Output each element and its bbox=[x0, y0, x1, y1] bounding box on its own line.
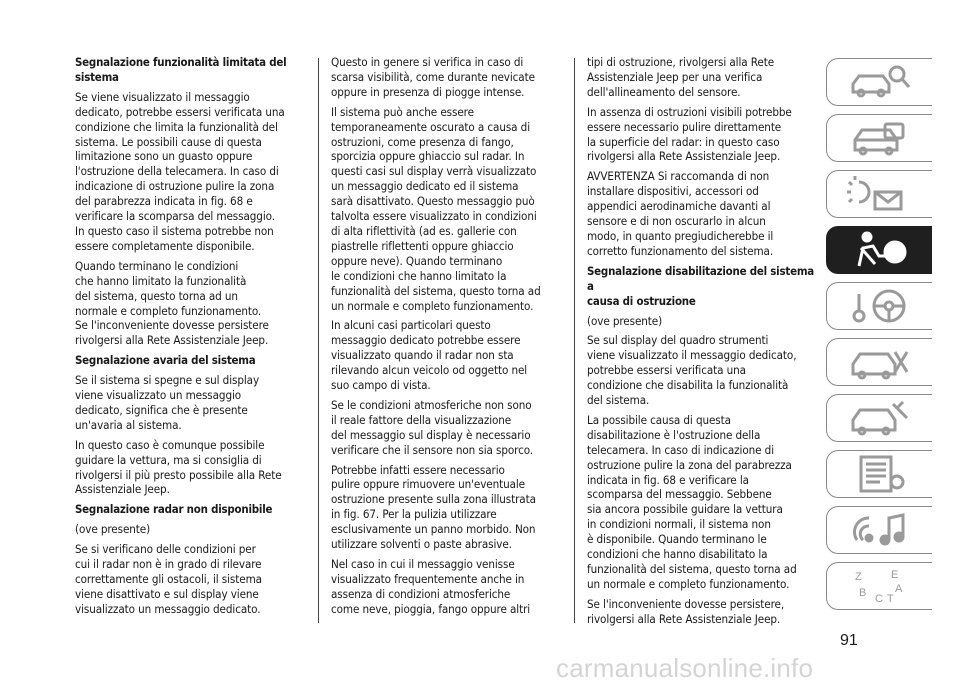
tab-warning-lights[interactable] bbox=[826, 170, 932, 218]
tab-technical-data[interactable] bbox=[826, 450, 932, 498]
column-divider bbox=[574, 58, 575, 623]
watermark-text: carmanualsonline.info bbox=[556, 653, 814, 683]
paragraph: In assenza di ostruzioni visibili potrebbe essere necessario pulire direttamente la superficie del radar: in questo caso rivolgersi alla Rete Assistenziale Jeep. bbox=[587, 104, 792, 164]
maintenance-icon bbox=[845, 398, 915, 438]
multimedia-icon bbox=[845, 510, 915, 550]
car-search-icon bbox=[845, 62, 915, 102]
text-column-3 bbox=[587, 55, 815, 632]
paragraph: La possibile causa di questa disabilitazione è l'ostruzione della telecamera. In caso di indicazione di ostruzione pulire la zona del parabrezza indicata in fig. 68 e verificare la scomparsa del messaggio. Sebbene sia ancora possibile guidare la vettura in condizioni normali, il sistema non è disponibile. Quando terminano le condizioni che hanno disabilitato la funzionalità del sistema, questo torna ad un normale e completo funzionamento. bbox=[587, 412, 797, 591]
index-letter: E bbox=[890, 569, 898, 581]
heading-radar-unavailable: Segnalazione radar non disponibile bbox=[75, 502, 273, 517]
tab-emergency[interactable] bbox=[826, 338, 932, 386]
steering-wheel-icon bbox=[845, 286, 915, 326]
tab-dashboard[interactable] bbox=[826, 114, 932, 162]
index-letter: B bbox=[858, 587, 866, 599]
index-letter: T bbox=[886, 593, 894, 605]
tab-knowing-vehicle[interactable] bbox=[826, 58, 932, 106]
paragraph: Questo in genere si verifica in caso di scarsa visibilità, come durante nevicate oppure in presenza di piogge intense. bbox=[331, 55, 535, 99]
heading-obstruction-disable: Segnalazione disabilitazione del sistema a causa di ostruzione bbox=[587, 263, 815, 308]
paragraph: Il sistema può anche essere temporaneamente oscurato a causa di ostruzioni, come presenza di fango, sporcizia oppure ghiaccio sul radar. In questi casi sul display verrà visualizzato un messaggio dedicato ed il sistema sarà disattivato. Questo messaggio può talvolta essere visualizzato in condizioni di alta riflettività (ad es. gallerie con piastrelle riflettenti oppure ghiaccio oppure neve). Quando terminano le condizioni che hanno limitato la funzionalità del sistema, questo torna ad un normale e completo funzionamento. bbox=[331, 104, 541, 313]
tab-index[interactable] bbox=[826, 562, 932, 610]
paragraph: (ove presente) bbox=[587, 313, 663, 328]
paragraph: Nel caso in cui il messaggio venisse visualizzato frequentemente anche in assenza di condizioni atmosferiche come neve, pioggia, fango oppure altri bbox=[331, 557, 531, 616]
warning-paragraph: AVVERTENZA Si raccomanda di non installare dispositivi, accessori od appendici aerodinamiche davanti al sensore e di non oscurarlo in alcun modo, in quanto pregiudicherebbe il corretto funzionamento del sistema. bbox=[587, 169, 774, 258]
index-letter: Z bbox=[854, 571, 862, 583]
heading-limited-function: Segnalazione funzionalità limitata del sistema bbox=[75, 55, 287, 84]
paragraph: Quando terminano le condizioni che hanno limitato la funzionalità del sistema, questo torna ad un normale e completo funzionamento. Se l'inconveniente dovesse persistere rivolgersi alla Rete Assistenziale Jeep. bbox=[75, 258, 269, 348]
heading-system-failure: Segnalazione avaria del sistema bbox=[75, 353, 256, 368]
index-letter: A bbox=[894, 583, 902, 595]
tab-multimedia[interactable] bbox=[826, 506, 932, 554]
paragraph: (ove presente) bbox=[75, 522, 151, 537]
paragraph: Se si verificano delle condizioni per cui il radar non è in grado di rilevare correttamente gli ostacoli, il sistema viene disattivato e sul display viene visualizzato un messaggio dedicato. bbox=[75, 542, 262, 616]
tab-servicing[interactable] bbox=[826, 394, 932, 442]
paragraph: In alcuni casi particolari questo messaggio dedicato potrebbe essere visualizzato quando il radar non sta rilevando alcun veicolo od oggetto nel suo campo di vista. bbox=[331, 318, 528, 393]
column-divider bbox=[318, 58, 319, 623]
paragraph: Se le condizioni atmosferiche non sono il reale fattore della visualizzazione del messaggio sul display è necessario verificare che il sensore non sia sporco. bbox=[331, 397, 534, 457]
car-emergency-icon bbox=[845, 342, 915, 382]
alphabetical-index-icon bbox=[845, 566, 915, 606]
paragraph: Potrebbe infatti essere necessario pulire oppure rimuovere un'eventuale ostruzione presente sulla zona illustrata in fig. 67. Per la pulizia utilizzare esclusivamente un panno morbido. Non utilizzare solventi o paste abrasive. bbox=[331, 462, 536, 552]
paragraph: Se il sistema si spegne e sul display viene visualizzato un messaggio dedicato, significa che è presente un'avaria al sistema. bbox=[75, 373, 260, 432]
tab-safety[interactable] bbox=[826, 226, 932, 274]
text-column-2 bbox=[331, 55, 563, 622]
paragraph: tipi di ostruzione, rivolgersi alla Rete Assistenziale Jeep per una verifica dell'allineamento del sensore. bbox=[587, 55, 775, 99]
paragraph: Se viene visualizzato il messaggio dedicato, potrebbe essersi verificata una condizione che limita la funzionalità del sistema. Le possibili cause di questa limitazione sono un guasto oppure l'ostruzione della telecamera. In caso di indicazione di ostruzione pulire la zona del parabrezza indicata in fig. 68 e verificare la scomparsa del messaggio. In questo caso il sistema potrebbe non essere completamente disponibile. bbox=[75, 89, 285, 253]
index-letter: C bbox=[874, 593, 883, 605]
paragraph: Se sul display del quadro strumenti viene visualizzato il messaggio dedicato, potrebbe essersi verificata una condizione che disabilita la funzionalità del sistema. bbox=[587, 333, 797, 408]
page-number: 91 bbox=[840, 632, 858, 649]
warning-lights-icon bbox=[845, 174, 915, 214]
paragraph: Se l'inconveniente dovesse persistere, rivolgersi alla Rete Assistenziale Jeep. bbox=[587, 596, 785, 626]
chapter-tabs bbox=[826, 58, 934, 618]
tab-starting-driving[interactable] bbox=[826, 282, 932, 330]
paragraph: In questo caso è comunque possibile guidare la vettura, ma si consiglia di rivolgersi il più presto possibile alla Rete Assistenziale Jeep. bbox=[75, 437, 282, 497]
data-list-icon bbox=[845, 454, 915, 494]
car-dashboard-icon bbox=[845, 118, 915, 158]
text-column-1 bbox=[75, 55, 303, 622]
safety-airbag-icon bbox=[845, 230, 915, 270]
